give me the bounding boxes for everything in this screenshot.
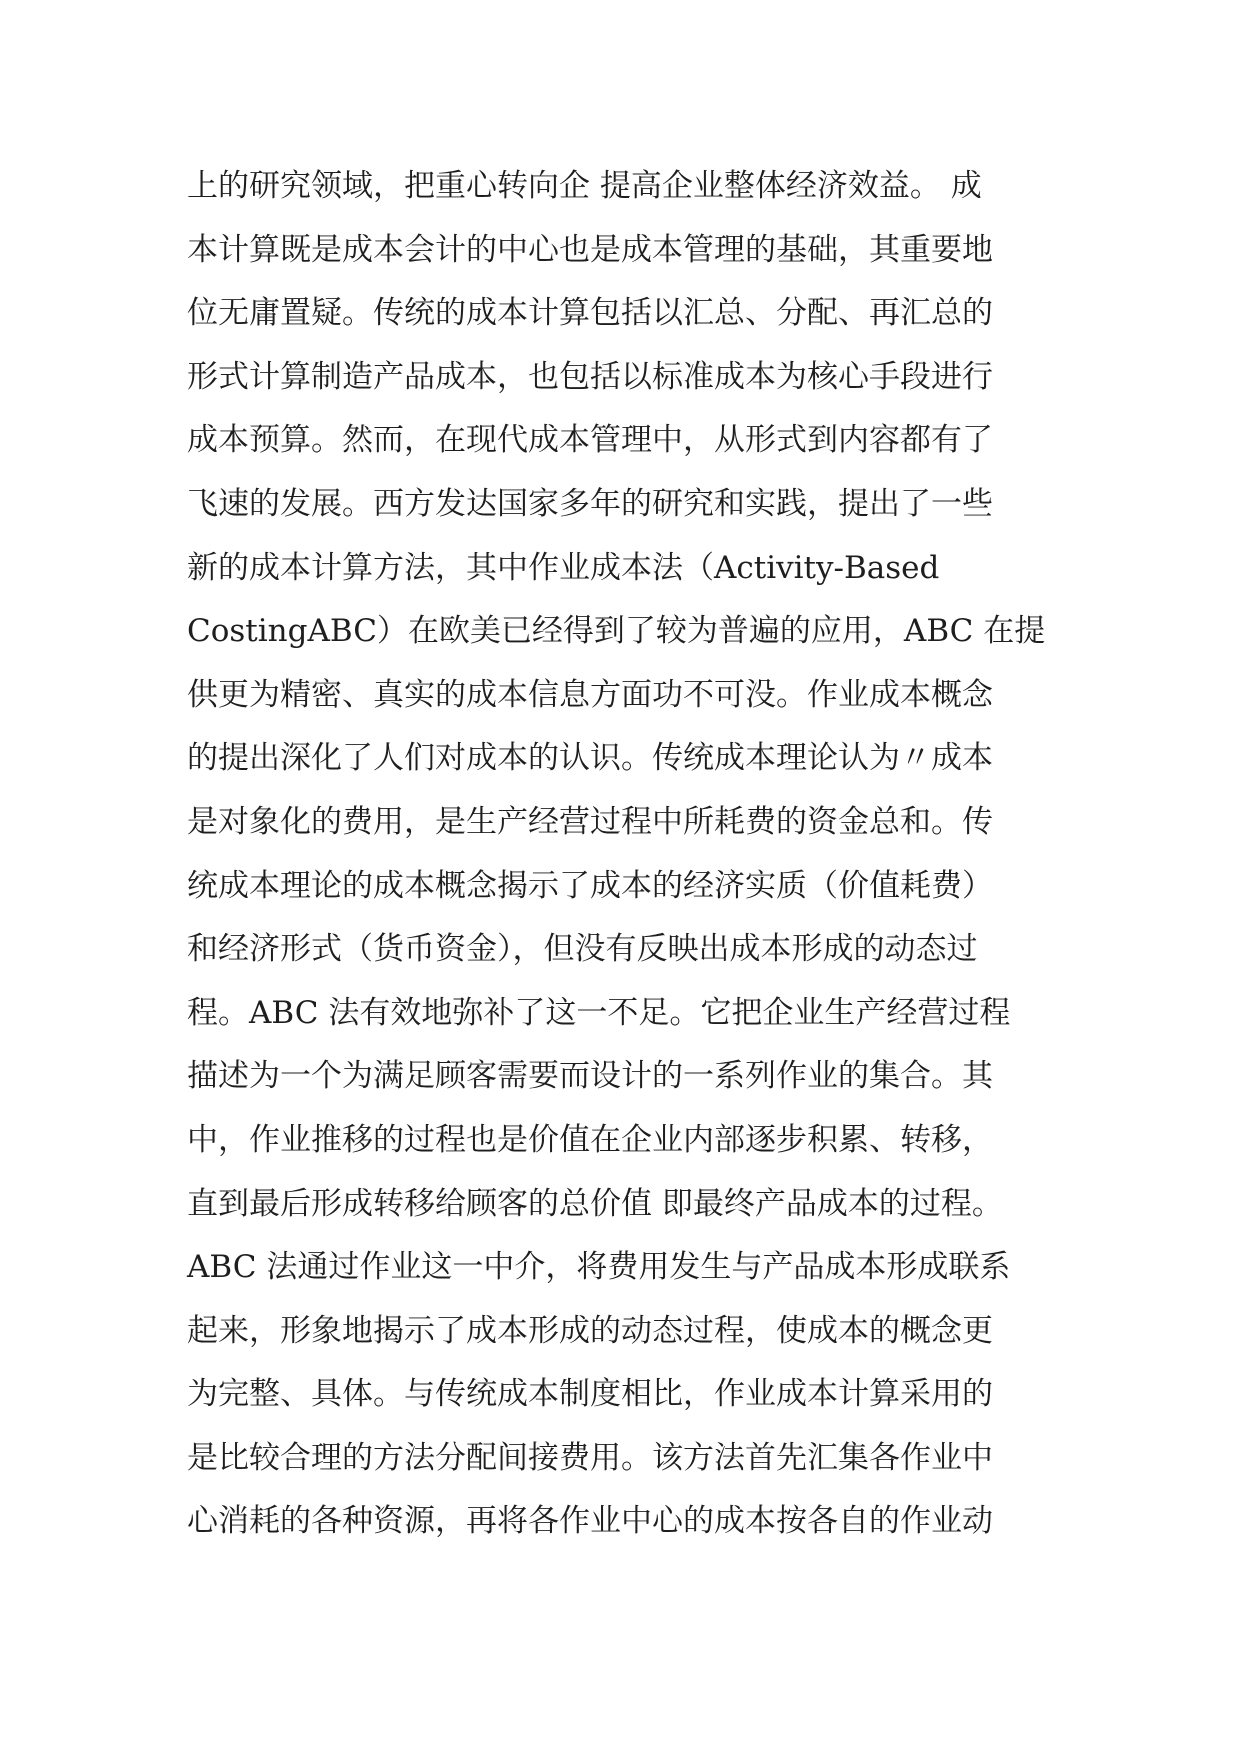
text-line: 成本预算。然而，在现代成本管理中，从形式到内容都有了 bbox=[187, 422, 993, 459]
text-line: 供更为精密、真实的成本信息方面功不可没。作业成本概念 bbox=[187, 676, 993, 713]
text-line: 本计算既是成本会计的中心也是成本管理的基础，其重要地 bbox=[187, 231, 993, 268]
text-line: 为完整、具体。与传统成本制度相比，作业成本计算采用的 bbox=[187, 1376, 993, 1413]
text-line: CostingABC）在欧美已经得到了较为普遍的应用，ABC 在提 bbox=[187, 613, 1046, 650]
text-line: 直到最后形成转移给顾客的总价值 即最终产品成本的过程。 bbox=[187, 1185, 1003, 1222]
text-line: 和经济形式（货币资金），但没有反映出成本形成的动态过 bbox=[187, 931, 978, 968]
text-line: 上的研究领域，把重心转向企 提高企业整体经济效益。 成 bbox=[187, 168, 982, 204]
text-line: 是比较合理的方法分配间接费用。该方法首先汇集各作业中 bbox=[187, 1439, 993, 1476]
text-line: 是对象化的费用，是生产经营过程中所耗费的资金总和。传 bbox=[187, 803, 993, 840]
text-line: ABC 法通过作业这一中介，将费用发生与产品成本形成联系 bbox=[187, 1249, 1011, 1286]
text-line: 描述为一个为满足顾客需要而设计的一系列作业的集合。其 bbox=[187, 1058, 993, 1095]
text-line: 心消耗的各种资源，再将各作业中心的成本按各自的作业动 bbox=[187, 1503, 993, 1540]
text-line: 程。ABC 法有效地弥补了这一不足。它把企业生产经营过程 bbox=[187, 994, 1011, 1031]
text-line: 起来，形象地揭示了成本形成的动态过程，使成本的概念更 bbox=[187, 1312, 993, 1349]
text-line: 的提出深化了人们对成本的认识。传统成本理论认为〃成本 bbox=[187, 740, 993, 777]
text-line: 新的成本计算方法，其中作业成本法（Activity-Based bbox=[187, 549, 940, 586]
text-line: 统成本理论的成本概念揭示了成本的经济实质（价值耗费） bbox=[187, 867, 993, 904]
text-line: 形式计算制造产品成本，也包括以标准成本为核心手段进行 bbox=[187, 358, 993, 395]
body-text bbox=[187, 158, 1067, 1557]
text-line: 飞速的发展。西方发达国家多年的研究和实践，提出了一些 bbox=[187, 485, 993, 522]
text-line: 位无庸置疑。传统的成本计算包括以汇总、分配、再汇总的 bbox=[187, 295, 993, 332]
text-line: 中，作业推移的过程也是价值在企业内部逐步积累、转移， bbox=[187, 1121, 993, 1158]
